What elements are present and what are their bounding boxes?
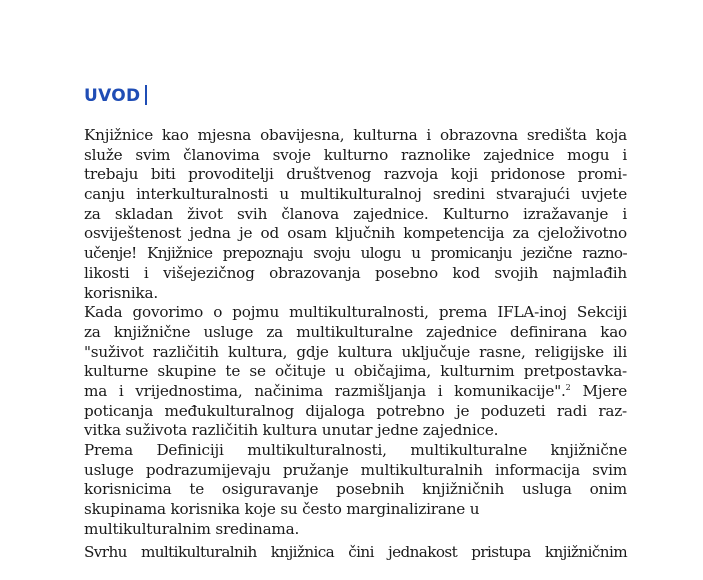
paragraph-3	[84, 441, 627, 539]
text-line: za skladan život svih članova zajednice. Kulturno izražavanje i	[84, 204, 627, 223]
text-line: korisnicima te osiguravanje posebnih knjižničnih usluga onim	[84, 480, 627, 499]
text-line: Svrhu multikulturalnih knjižnica čini jednakost pristupa knjižničnim	[84, 543, 627, 562]
body-text	[84, 126, 627, 563]
text-line: za knjižnične usluge za multikulturalne zajednice definirana kao	[84, 322, 627, 341]
text-line: kulturne skupine te se očituje u običajima, kulturnim pretpostavka-	[84, 362, 627, 381]
line-end: Mjere	[570, 381, 628, 400]
text-line: poticanja međukulturalnog dijaloga potrebno je poduzeti radi raz-	[84, 401, 627, 420]
section-heading	[84, 84, 147, 108]
text-line: vitka suživota različitih kultura unutar jedne zajednice.	[84, 421, 499, 440]
line-start: ma i vrijednostima, načinima razmišljanja i komunikacije".	[84, 381, 566, 400]
text-line: Knjižnice kao mjesna obavijesna, kulturna i obrazovna središta koja	[84, 126, 627, 144]
text-line: osviještenost jedna je od osam ključnih kompetencija za cjeloživotno	[84, 224, 627, 243]
text-line: "suživot različitih kultura, gdje kultura uključuje rasne, religijske ili	[84, 342, 627, 361]
heading-text: UVOD	[84, 86, 141, 106]
text-line: služe svim članovima svoje kulturno raznolike zajednice mogu i	[84, 145, 627, 164]
paragraph-4	[84, 543, 627, 563]
text-line: usluge podrazumijevaju pružanje multikulturalnih informacija svim	[84, 460, 627, 479]
text-line: canju interkulturalnosti u multikulturalnoj sredini stvarajući uvjete	[84, 185, 627, 204]
footnote-marker: 2	[565, 382, 571, 392]
text-line: likosti i višejezičnog obrazovanja posebno kod svojih najmlađih	[84, 263, 627, 282]
line-start: učenje!	[84, 244, 137, 263]
text-line: Kada govorimo o pojmu multikulturalnosti, prema IFLA-inoj Sekciji	[84, 303, 627, 322]
text-line: skupinama korisnika koje su često marginalizirane u	[84, 500, 480, 519]
text-line	[84, 244, 627, 264]
text-line: Prema Definiciji multikulturalnosti, multikulturalne knjižnične	[84, 441, 627, 459]
text-line	[84, 382, 627, 402]
paragraph-1	[84, 126, 627, 303]
line-end: Knjižnice prepoznaju svoju ulogu u promicanju jezične razno-	[136, 244, 627, 263]
text-line: multikulturalnim sredinama.	[84, 519, 300, 538]
text-line: korisnika.	[84, 283, 158, 302]
paragraph-2	[84, 303, 627, 441]
text-line: trebaju biti provoditelji društvenog razvoja koji pridonose promi-	[84, 165, 627, 184]
heading-bar	[145, 85, 147, 105]
